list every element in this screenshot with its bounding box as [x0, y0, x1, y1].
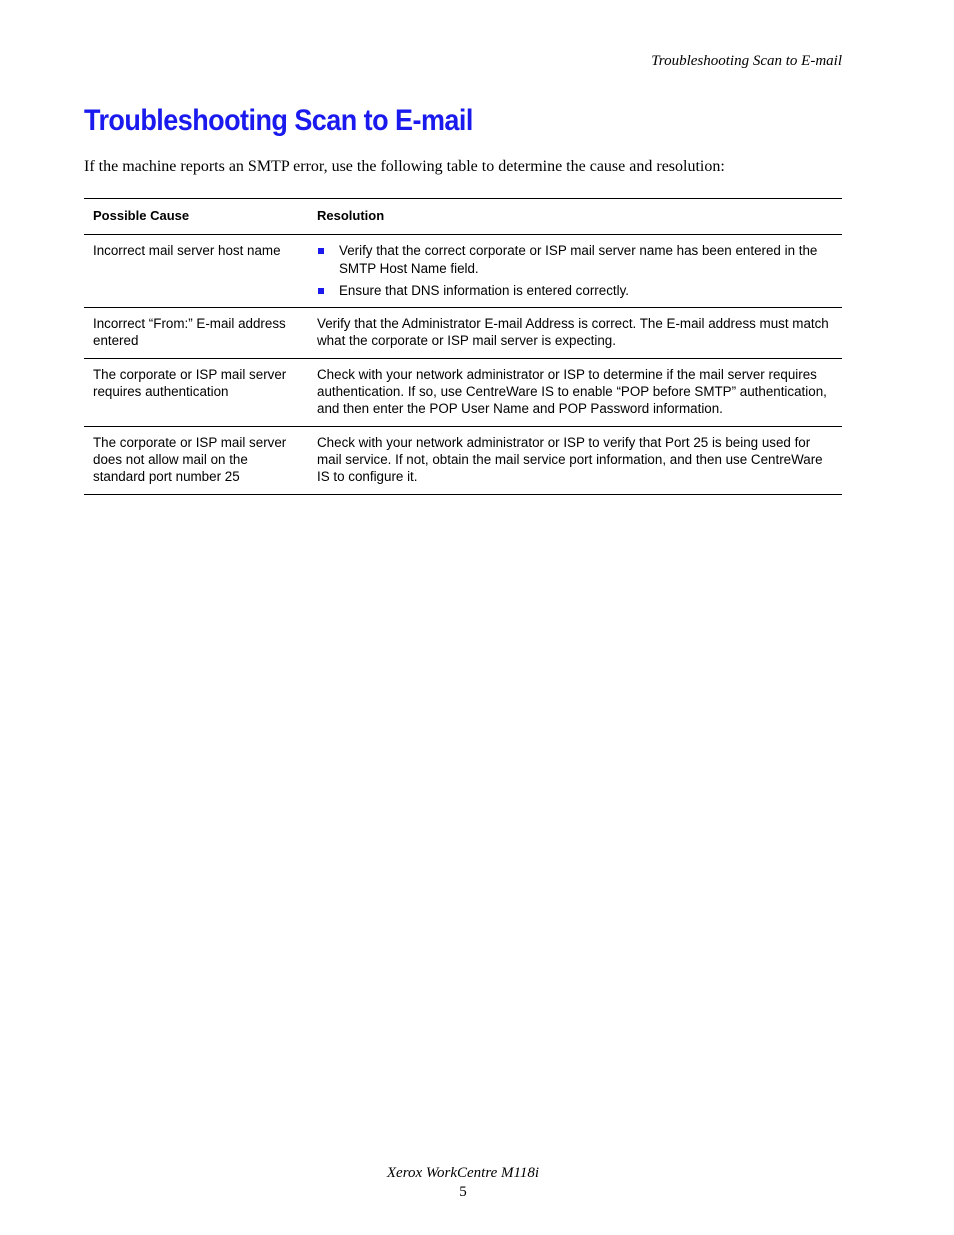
square-bullet-icon [318, 248, 324, 254]
column-header-resolution: Resolution [317, 208, 385, 223]
resolution-cell: Check with your network administrator or ISP to verify that Port 25 is being used for mail service. If not, obtain the mail service port information, and then use CentreWare IS to configure it. [308, 426, 842, 494]
resolution-bullet-list [317, 242, 833, 299]
list-item [317, 282, 833, 299]
cause-cell: Incorrect “From:” E-mail address entered [84, 308, 308, 359]
table-header [84, 199, 842, 235]
page-title: Troubleshooting Scan to E-mail [84, 104, 473, 137]
troubleshooting-table [84, 198, 842, 495]
square-bullet-shape [318, 248, 324, 254]
running-header: Troubleshooting Scan to E-mail [651, 53, 842, 69]
square-bullet-icon [318, 288, 324, 294]
column-header-possible-cause: Possible Cause [93, 208, 190, 223]
intro-paragraph: If the machine reports an SMTP error, use the following table to determine the cause and resolution: [84, 158, 725, 175]
table-row [84, 308, 842, 359]
footer-product-name: Xerox WorkCentre M118i [386, 1165, 540, 1181]
resolution-cell [308, 235, 842, 308]
table-body [84, 235, 842, 494]
bullet-text: Ensure that DNS information is entered correctly. [339, 282, 630, 298]
table-row [84, 426, 842, 494]
table-row [84, 358, 842, 426]
table-header-row [84, 199, 842, 235]
bullet-text: Verify that the correct corporate or ISP mail server name has been entered in the SMTP Host Name field. [339, 243, 818, 276]
square-bullet-shape [318, 288, 324, 294]
table-row [84, 235, 842, 308]
resolution-cell: Check with your network administrator or ISP to determine if the mail server requires authentication. If so, use CentreWare IS to enable “POP before SMTP” authentication, and then enter the POP User Name and POP Password information. [308, 358, 842, 426]
running-footer [0, 1164, 926, 1202]
page-number: 5 [459, 1184, 467, 1200]
list-item [317, 242, 833, 277]
cause-cell: Incorrect mail server host name [84, 235, 308, 308]
cause-cell: The corporate or ISP mail server does not allow mail on the standard port number 25 [84, 426, 308, 494]
resolution-cell: Verify that the Administrator E-mail Address is correct. The E-mail address must match what the corporate or ISP mail server is expecting. [308, 308, 842, 359]
cause-cell: The corporate or ISP mail server requires authentication [84, 358, 308, 426]
